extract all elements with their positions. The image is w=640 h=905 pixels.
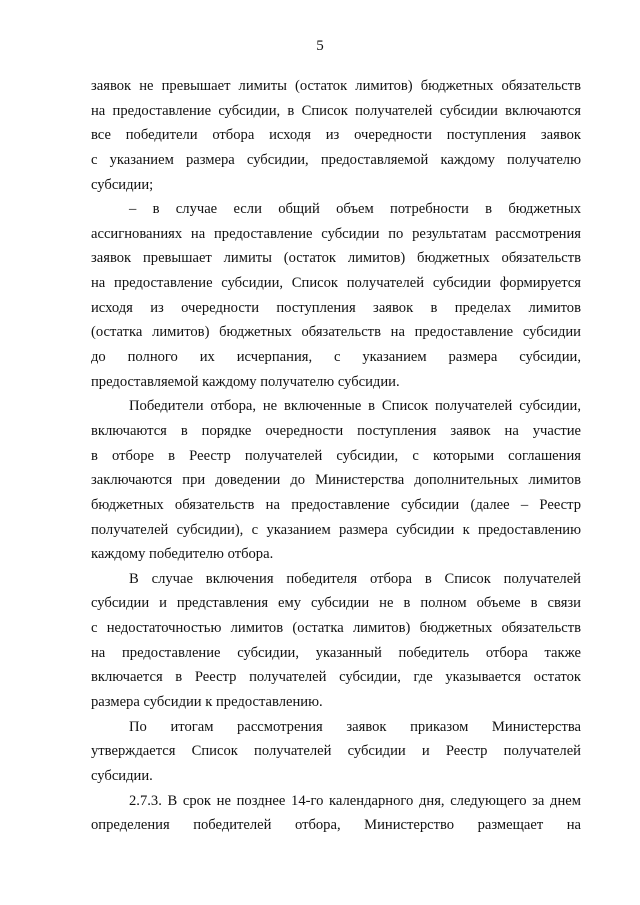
document-body (91, 74, 581, 838)
text-line: утверждается Список получателей субсидии и Реестр получателей (91, 743, 581, 760)
text-line: исходя из очередности поступления заявок в пределах лимитов (91, 299, 581, 316)
text-line: бюджетных обязательств на предоставление субсидии (далее – Реестр (91, 496, 581, 513)
text-line: субсидии; (91, 176, 154, 193)
text-line: субсидии и представления ему субсидии не в полном объеме в связи (91, 595, 581, 612)
text-line: субсидии. (91, 767, 153, 784)
text-line: все победители отбора исходя из очередности поступления заявок (91, 127, 581, 144)
text-line: с указанием размера субсидии, предоставляемой каждому получателю (91, 151, 581, 168)
text-line: на предоставление субсидии, в Список получателей субсидии включаются (91, 102, 581, 119)
text-line: В случае включения победителя отбора в Список получателей (129, 570, 581, 587)
text-line: ассигнованиях на предоставление субсидии по результатам рассмотрения (91, 225, 581, 242)
paragraph (91, 789, 581, 838)
text-line: По итогам рассмотрения заявок приказом Министерства (129, 718, 581, 735)
text-line: предоставляемой каждому получателю субсидии. (91, 373, 400, 390)
text-line: включается в Реестр получателей субсидии, где указывается остаток (91, 669, 581, 686)
text-line: заявок превышает лимиты (остаток лимитов) бюджетных обязательств (91, 250, 581, 267)
text-line: получателей субсидии), с указанием размера субсидии к предоставлению (91, 521, 581, 538)
text-line: заключаются при доведении до Министерства дополнительных лимитов (91, 472, 581, 489)
text-line: размера субсидии к предоставлению. (91, 694, 323, 711)
text-line: 2.7.3. В срок не позднее 14-го календарного дня, следующего за днем (129, 792, 581, 809)
text-line: заявок не превышает лимиты (остаток лимитов) бюджетных обязательств (91, 78, 581, 94)
text-line: на предоставление субсидии, указанный победитель отбора также (91, 644, 581, 661)
text-line: включаются в порядке очередности поступления заявок на участие (91, 422, 581, 439)
text-line: с недостаточностью лимитов (остатка лимитов) бюджетных обязательств (91, 620, 581, 637)
text-line: на предоставление субсидии, Список получателей субсидии формируется (91, 275, 581, 292)
text-line: – в случае если общий объем потребности в бюджетных (129, 201, 581, 218)
text-line: в отборе в Реестр получателей субсидии, с которыми соглашения (91, 447, 581, 464)
text-line: каждому победителю отбора. (91, 546, 274, 563)
paragraph (91, 715, 581, 789)
text-line: Победители отбора, не включенные в Список получателей субсидии, (129, 398, 581, 415)
paragraph (91, 567, 581, 715)
text-line: определения победителей отбора, Министерство размещает на (91, 817, 581, 834)
paragraph (91, 197, 581, 394)
paragraph (91, 394, 581, 566)
text-line: (остатка лимитов) бюджетных обязательств на предоставление субсидии (91, 324, 581, 341)
page-number: 5 (316, 38, 324, 54)
text-line: до полного их исчерпания, с указанием размера субсидии, (91, 349, 581, 366)
paragraph (91, 74, 581, 197)
